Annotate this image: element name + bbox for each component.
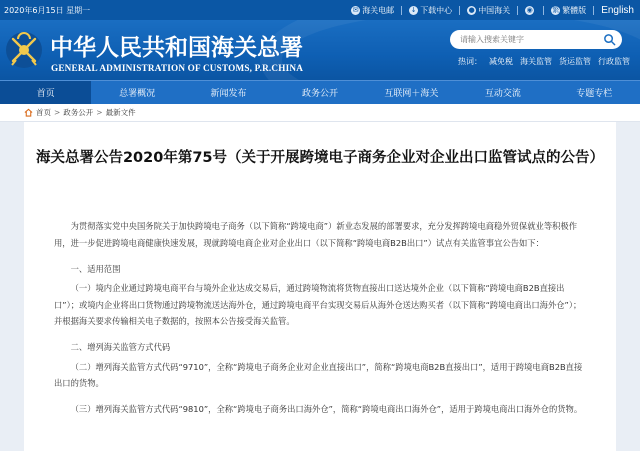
traditional-link-label: 繁體版 [562, 5, 587, 15]
download-link-label: 下载中心 [420, 5, 453, 15]
english-link[interactable]: English [601, 4, 634, 16]
home-icon [24, 108, 33, 117]
email-link[interactable] [344, 5, 401, 16]
weibo-icon: ◉ [526, 5, 533, 14]
search-icon[interactable] [603, 33, 616, 46]
site-title-en: GENERAL ADMINISTRATION OF CUSTOMS, P.R.CHINA [51, 63, 304, 73]
wechat-link[interactable] [460, 5, 517, 16]
breadcrumb-separator: > [54, 108, 61, 117]
hot-word[interactable]: 减免税 [489, 57, 513, 66]
article-body [54, 218, 588, 427]
breadcrumb-gov-affairs[interactable]: 政务公开 [63, 108, 94, 117]
email-link-label: 海关电邮 [362, 5, 395, 15]
weibo-link[interactable] [518, 6, 543, 15]
search-input[interactable] [450, 35, 598, 44]
article-container [24, 122, 616, 451]
nav-item-interaction[interactable]: 互动交流 [484, 89, 521, 99]
search-box [450, 30, 622, 49]
section-heading: 一、适用范围 [70, 263, 121, 274]
article-paragraph: 为贯彻落实党中央国务院关于加快跨境电子商务（以下简称“跨境电商”）新业态发展的部署要求，充分发挥跨境电商稳外贸保就业等积极作用，进一步促进跨境电商健康快速发展，现就跨境电商企业对企业出口（以下简称“跨境电商B2B出口”）试点有关监管事宜公告如下： [54, 221, 578, 248]
traditional-icon: 繁 [552, 5, 560, 14]
article-paragraph: （二）增列海关监管方式代码“9710”，全称“跨境电子商务企业对企业直接出口”，简称“跨境电商B2B直接出口”，适用于跨境电商B2B直接出口的货物。 [54, 361, 583, 388]
article-paragraph: （一）境内企业通过跨境电商平台与境外企业达成交易后，通过跨境物流将货物直接出口送达境外企业（以下简称“跨境电商B2B直接出口”）；或境内企业将出口货物通过跨境物流送达海外仓，通过跨境电商平台实现交易后从海外仓送达购买者（以下简称“跨境电商出口海外仓”）；并根据海关要求传输相关电子数据的，按照本公告接受海关监管。 [54, 283, 582, 326]
section-heading: 二、增列海关监管方式代码 [70, 342, 171, 352]
hot-word[interactable]: 海关监管 [520, 57, 552, 66]
wechat-icon: ● [468, 5, 475, 14]
nav-item-overview[interactable]: 总署概况 [119, 89, 156, 99]
customs-emblem-icon [4, 30, 44, 70]
current-date: 2020年6月15日 星期一 [4, 6, 91, 15]
article-title: 海关总署公告2020年第75号（关于开展跨境电子商务企业对企业出口监管试点的公告） [35, 150, 605, 166]
breadcrumb-home[interactable]: 首页 [36, 108, 51, 117]
site-header [0, 20, 640, 80]
hot-words-label: 热词： [458, 57, 482, 66]
nav-item-gov-affairs[interactable]: 政务公开 [301, 89, 338, 99]
article-paragraph: （三）增列海关监管方式代码“9810”，全称“跨境电子商务出口海外仓”，简称“跨境电商出口海外仓”，适用于跨境电商出口海外仓的货物。 [70, 404, 583, 414]
hot-word[interactable]: 行政监管 [598, 57, 630, 66]
nav-item-internet-customs[interactable]: 互联网＋海关 [384, 89, 439, 99]
top-bar [0, 0, 640, 20]
nav-item-home[interactable]: 首页 [0, 81, 91, 104]
breadcrumb-latest-docs[interactable]: 最新文件 [105, 108, 136, 117]
header-decoration [260, 20, 640, 80]
hot-words [458, 56, 630, 67]
mail-icon: ✉ [352, 5, 359, 14]
main-nav [0, 80, 640, 104]
breadcrumb-separator: > [96, 108, 103, 117]
traditional-chinese-link[interactable] [544, 5, 593, 16]
wechat-link-label: 中国海关 [478, 5, 511, 15]
breadcrumb [0, 104, 640, 122]
nav-item-topics[interactable]: 专题专栏 [576, 89, 613, 99]
site-title-cn: 中华人民共和国海关总署 [50, 34, 303, 61]
nav-item-news[interactable]: 新闻发布 [210, 89, 247, 99]
download-link[interactable] [402, 5, 459, 16]
top-links [344, 0, 640, 20]
hot-word[interactable]: 货运监管 [559, 57, 591, 66]
download-icon: ↓ [410, 5, 417, 14]
